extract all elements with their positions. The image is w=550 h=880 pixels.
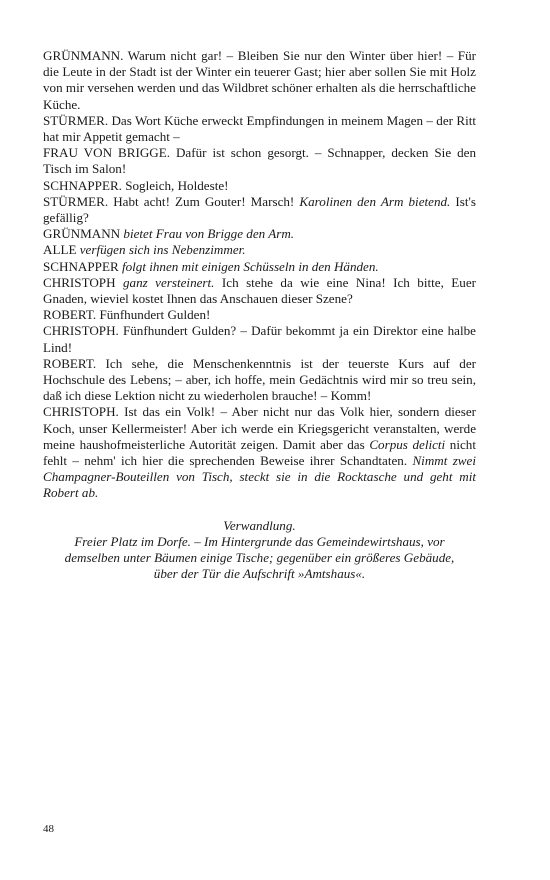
- scene-change: [43, 518, 476, 583]
- speech-text: STÜRMER. Habt acht! Zum Gouter! Marsch!: [43, 193, 300, 209]
- stage-direction: Karolinen den Arm bietend.: [299, 193, 451, 209]
- stage-direction: verfügen sich ins Nebenzimmer.: [79, 242, 246, 258]
- speech-text: Ist's gefällig?: [43, 193, 476, 226]
- speech-text: SCHNAPPER. Sogleich, Holdeste!: [43, 177, 229, 193]
- dialogue-paragraph: [43, 259, 476, 275]
- speech-text: GRÜNMANN: [43, 226, 124, 242]
- scene-change-title: Verwandlung.: [223, 517, 296, 533]
- stage-direction-line: demselben unter Bäumen einige Tische; gegenüber ein größeres Gebäude,: [64, 550, 455, 566]
- dialogue-paragraph: [43, 323, 476, 355]
- dialogue-paragraph: [43, 194, 476, 226]
- dialogue-paragraph: [43, 404, 476, 501]
- stage-direction: bietet Frau von Brigge den Arm.: [123, 226, 295, 242]
- speech-text: CHRISTOPH: [43, 274, 123, 290]
- dialogue-paragraph: [43, 275, 476, 307]
- speech-text: ROBERT. Ich sehe, die Menschenkenntnis ist der teuerste Kurs auf der Hochschule des Lebens; – aber, ich hoffe, mein Gedächtnis wird mir so treu sein, daß ich diese Lektion nicht zu wiederholen brauche! – Komm!: [43, 355, 476, 404]
- dialogue-paragraph: [43, 178, 476, 194]
- dialogue-paragraph: [43, 307, 476, 323]
- speech-text: ALLE: [43, 242, 80, 258]
- speech-text: Ich stehe da wie eine Nina! Ich bitte, Euer Gnaden, wieviel kostet Ihnen das Anschauen dieser Szene?: [43, 274, 477, 307]
- dialogue-paragraph: [43, 226, 476, 242]
- page-number: 48: [43, 823, 54, 835]
- stage-direction-line: über der Tür die Aufschrift »Amtshaus«.: [153, 566, 366, 582]
- stage-direction: Nimmt zwei Champagner-Bouteillen von Tisch, steckt sie in die Rocktasche und geht mit Robert ab.: [43, 453, 476, 501]
- dialogue-paragraph: [43, 242, 476, 258]
- dialogue: [43, 48, 476, 502]
- dialogue-paragraph: [43, 145, 476, 177]
- page-body: [43, 48, 476, 583]
- stage-direction: folgt ihnen mit einigen Schüsseln in den Händen.: [121, 258, 379, 274]
- speech-text: CHRISTOPH. Ist das ein Volk! – Aber nicht nur das Volk hier, sondern dieser Koch, unser Kellermeister! Aber ich werde ein Kriegsgericht veranstalten, werde meine haushofmeisterliche Autorität zeigen. Damit aber das: [43, 404, 476, 452]
- speech-text: SCHNAPPER: [43, 258, 122, 274]
- speech-text: CHRISTOPH. Fünfhundert Gulden? – Dafür bekommt ja ein Direktor eine halbe Lind!: [43, 323, 476, 355]
- speech-text: nicht fehlt – nehm' ich hier die sprechenden Beweise ihrer Schandtaten.: [43, 436, 476, 469]
- dialogue-paragraph: [43, 356, 476, 405]
- speech-text: STÜRMER. Das Wort Küche erweckt Empfindungen in meinem Magen – der Ritt hat mir Appetit gemacht –: [43, 112, 476, 145]
- speech-text: ROBERT. Fünfhundert Gulden!: [43, 307, 211, 323]
- dialogue-paragraph: [43, 48, 476, 113]
- stage-direction-line: Freier Platz im Dorfe. – Im Hintergrunde das Gemeindewirtshaus, vor: [74, 533, 445, 549]
- stage-direction: ganz versteinert.: [122, 274, 215, 290]
- speech-text: FRAU VON BRIGGE. Dafür ist schon gesorgt. – Schnapper, decken Sie den Tisch im Salon!: [43, 145, 476, 177]
- stage-direction: Corpus delicti: [369, 436, 446, 452]
- dialogue-paragraph: [43, 113, 476, 145]
- speech-text: GRÜNMANN. Warum nicht gar! – Bleiben Sie nur den Winter über hier! – Für die Leute in der Stadt ist der Winter ein teuerer Gast; hier aber sollen Sie mit Holz von mir versehen werden und das Wildbret schöner erhalten als die herrschaftliche Küche.: [43, 48, 476, 112]
